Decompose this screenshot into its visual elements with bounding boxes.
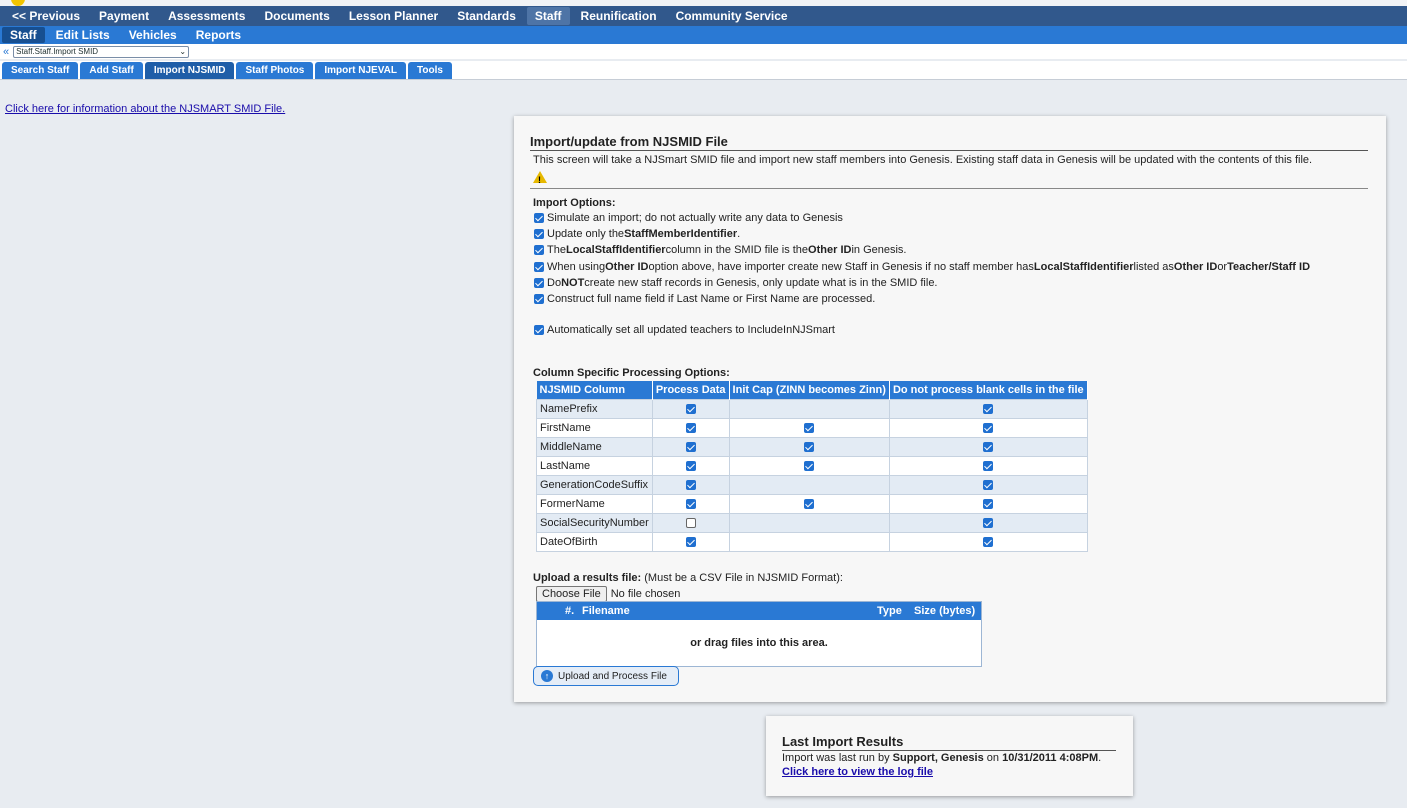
- option-label: Update only the: [547, 228, 625, 240]
- choose-file-button[interactable]: Choose File: [536, 586, 607, 602]
- initcap-cell: [729, 419, 889, 438]
- column-name-cell: LastName: [537, 457, 653, 476]
- option-create-new: [534, 261, 1310, 273]
- description-text: This screen will take a NJSmart SMID file and import new staff members into Genesis. Existing staff data in Genesis will be updated with the contents of this file.: [533, 154, 1313, 166]
- process-cell: [652, 476, 729, 495]
- nav-assessments[interactable]: Assessments: [168, 9, 246, 23]
- nav-staff[interactable]: Staff: [527, 7, 570, 25]
- blank-cell: [889, 495, 1087, 514]
- local-id-checkbox[interactable]: [534, 245, 544, 255]
- import-panel: [514, 116, 1386, 702]
- initcap-cell: [729, 438, 889, 457]
- nav-previous[interactable]: << Previous: [12, 9, 81, 23]
- option-include-njsmart: [534, 324, 835, 336]
- column-name-cell: SocialSecurityNumber: [537, 514, 653, 533]
- upload-label-rest: (Must be a CSV File in NJSMID Format):: [641, 572, 843, 584]
- blank-checkbox[interactable]: [983, 442, 993, 452]
- file-col-filename: Filename: [582, 605, 630, 617]
- last-import-datetime: 10/31/2011 4:08PM: [1002, 752, 1099, 764]
- option-label: Do: [547, 277, 562, 289]
- blank-cell: [889, 533, 1087, 552]
- table-row: [537, 476, 1088, 495]
- option-label-bold: LocalStaffIdentifier: [1033, 261, 1134, 273]
- table-row: [537, 533, 1088, 552]
- subnav-vehicles[interactable]: Vehicles: [128, 28, 177, 42]
- column-header: Do not process blank cells in the file: [889, 381, 1087, 400]
- tab-tools[interactable]: Tools: [408, 62, 452, 79]
- blank-cell: [889, 438, 1087, 457]
- blank-checkbox[interactable]: [983, 461, 993, 471]
- option-update-only: [534, 228, 740, 240]
- main-nav: [0, 6, 1407, 26]
- blank-checkbox[interactable]: [983, 518, 993, 528]
- process-checkbox[interactable]: [686, 423, 696, 433]
- table-row: [537, 514, 1088, 533]
- last-import-user: Support, Genesis: [892, 752, 984, 764]
- process-cell: [652, 495, 729, 514]
- blank-cell: [889, 457, 1087, 476]
- option-label: The: [547, 244, 566, 256]
- last-import-text-part: .: [1098, 752, 1102, 764]
- subnav-staff[interactable]: Staff: [2, 27, 45, 43]
- initcap-cell: [729, 400, 889, 419]
- column-header: NJSMID Column: [537, 381, 653, 400]
- create-new-checkbox[interactable]: [534, 262, 544, 272]
- option-local-id: [534, 244, 906, 256]
- option-label: Simulate an import; do not actually write any data to Genesis: [547, 212, 843, 224]
- breadcrumb-row: [0, 44, 1407, 59]
- last-import-text: [782, 752, 1101, 764]
- initcap-checkbox[interactable]: [804, 423, 814, 433]
- option-label-bold: Other ID: [605, 261, 649, 273]
- double-chevron-left-icon[interactable]: «: [3, 45, 10, 58]
- simulate-checkbox[interactable]: [534, 213, 544, 223]
- nav-standards[interactable]: Standards: [457, 9, 516, 23]
- blank-checkbox[interactable]: [983, 537, 993, 547]
- file-list-header: [537, 602, 981, 620]
- nav-payment[interactable]: Payment: [99, 9, 150, 23]
- no-file-text: No file chosen: [610, 588, 681, 600]
- app-logo-icon: [11, 0, 25, 6]
- last-import-panel: [766, 716, 1133, 796]
- subnav-edit-lists[interactable]: Edit Lists: [55, 28, 110, 42]
- process-checkbox[interactable]: [686, 537, 696, 547]
- blank-checkbox[interactable]: [983, 499, 993, 509]
- process-checkbox[interactable]: [686, 480, 696, 490]
- process-cell: [652, 438, 729, 457]
- initcap-cell: [729, 514, 889, 533]
- divider: [530, 188, 1368, 189]
- process-cell: [652, 419, 729, 438]
- last-import-title: Last Import Results: [782, 734, 1116, 751]
- initcap-cell: [729, 476, 889, 495]
- include-njsmart-checkbox[interactable]: [534, 325, 544, 335]
- blank-cell: [889, 419, 1087, 438]
- initcap-checkbox[interactable]: [804, 499, 814, 509]
- column-name-cell: DateOfBirth: [537, 533, 653, 552]
- option-label: or: [1217, 261, 1228, 273]
- column-name-cell: FirstName: [537, 419, 653, 438]
- smid-info-link[interactable]: Click here for information about the NJSMART SMID File.: [5, 103, 286, 115]
- table-row: [537, 495, 1088, 514]
- blank-checkbox[interactable]: [983, 480, 993, 490]
- upload-button-label: Upload and Process File: [558, 670, 667, 682]
- tab-add-staff[interactable]: Add Staff: [80, 62, 142, 79]
- blank-checkbox[interactable]: [983, 423, 993, 433]
- initcap-cell: [729, 533, 889, 552]
- initcap-cell: [729, 457, 889, 476]
- option-simulate: [534, 212, 843, 224]
- full-name-checkbox[interactable]: [534, 294, 544, 304]
- process-checkbox[interactable]: [686, 499, 696, 509]
- nav-community-service[interactable]: Community Service: [675, 9, 788, 23]
- table-row: [537, 419, 1088, 438]
- breadcrumb-select[interactable]: [13, 46, 189, 58]
- nav-documents[interactable]: Documents: [264, 9, 330, 23]
- last-import-text-part: Import was last run by: [782, 752, 893, 764]
- upload-label: [533, 572, 843, 584]
- process-checkbox[interactable]: [686, 461, 696, 471]
- tab-bar: [0, 61, 1407, 80]
- view-log-link[interactable]: Click here to view the log file: [782, 766, 933, 778]
- table-row: [537, 457, 1088, 476]
- option-label: Automatically set all updated teachers to IncludeInNJSmart: [547, 324, 835, 336]
- do-not-create-checkbox[interactable]: [534, 278, 544, 288]
- column-name-cell: FormerName: [537, 495, 653, 514]
- blank-cell: [889, 476, 1087, 495]
- last-import-text-part: on: [983, 752, 1003, 764]
- process-cell: [652, 400, 729, 419]
- breadcrumb-value: Staff.Staff.Import SMID: [16, 46, 99, 56]
- option-label-bold: Other ID: [1173, 261, 1218, 273]
- option-full-name: [534, 293, 875, 305]
- drop-hint: or drag files into this area.: [690, 637, 828, 649]
- nav-lesson-planner[interactable]: Lesson Planner: [348, 9, 439, 23]
- option-label-bold: LocalStaffIdentifier: [565, 244, 666, 256]
- option-label: option above, have importer create new Staff in Genesis if no staff member has: [648, 261, 1034, 273]
- option-do-not-create: [534, 277, 938, 289]
- initcap-checkbox[interactable]: [804, 461, 814, 471]
- sub-nav: [0, 26, 1407, 44]
- tab-staff-photos[interactable]: Staff Photos: [236, 62, 313, 79]
- file-col-type: Type: [877, 605, 902, 617]
- warning-icon: !: [533, 171, 547, 183]
- subnav-reports[interactable]: Reports: [195, 28, 242, 42]
- column-name-cell: NamePrefix: [537, 400, 653, 419]
- process-cell: [652, 514, 729, 533]
- upload-arrow-icon: ↑: [541, 670, 553, 682]
- column-header: Process Data: [652, 381, 729, 400]
- panel-title: Import/update from NJSMID File: [530, 134, 1368, 151]
- option-label-bold: Teacher/Staff ID: [1227, 261, 1311, 273]
- option-label: in Genesis.: [851, 244, 907, 256]
- tab-search-staff[interactable]: Search Staff: [2, 62, 78, 79]
- option-label: When using: [547, 261, 606, 273]
- process-checkbox[interactable]: [686, 404, 696, 414]
- table-row: [537, 438, 1088, 457]
- option-label: column in the SMID file is the: [665, 244, 809, 256]
- panel-description: [533, 153, 1373, 188]
- option-label: Construct full name field if Last Name or First Name are processed.: [547, 293, 876, 305]
- blank-cell: [889, 514, 1087, 533]
- process-checkbox[interactable]: [686, 442, 696, 452]
- option-label: listed as: [1133, 261, 1174, 273]
- blank-checkbox[interactable]: [983, 404, 993, 414]
- file-col-number: #.: [565, 605, 575, 617]
- chevron-down-icon: ⌄: [179, 46, 187, 56]
- column-options-heading: Column Specific Processing Options:: [533, 367, 730, 379]
- file-drop-area[interactable]: [536, 601, 982, 667]
- column-options-table: [536, 381, 1088, 552]
- option-label: .: [737, 228, 741, 240]
- option-label-bold: NOT: [561, 277, 585, 289]
- table-row: [537, 400, 1088, 419]
- upload-process-button[interactable]: [533, 666, 679, 686]
- top-strip: [0, 0, 1407, 6]
- option-label-bold: StaffMemberIdentifier: [624, 228, 738, 240]
- process-checkbox[interactable]: [686, 518, 696, 528]
- file-chooser: [536, 586, 680, 602]
- option-label-bold: Other ID: [808, 244, 852, 256]
- upload-label-bold: Upload a results file:: [533, 572, 642, 584]
- file-col-size: Size (bytes): [914, 605, 976, 617]
- column-name-cell: MiddleName: [537, 438, 653, 457]
- process-cell: [652, 457, 729, 476]
- update-only-checkbox[interactable]: [534, 229, 544, 239]
- import-options-heading: Import Options:: [533, 197, 616, 209]
- column-name-cell: GenerationCodeSuffix: [537, 476, 653, 495]
- process-cell: [652, 533, 729, 552]
- column-header: Init Cap (ZINN becomes Zinn): [729, 381, 889, 400]
- tab-import-njsmid[interactable]: Import NJSMID: [145, 62, 235, 79]
- nav-reunification[interactable]: Reunification: [580, 9, 657, 23]
- initcap-checkbox[interactable]: [804, 442, 814, 452]
- tab-import-njeval[interactable]: Import NJEVAL: [315, 62, 406, 79]
- blank-cell: [889, 400, 1087, 419]
- initcap-cell: [729, 495, 889, 514]
- option-label: create new staff records in Genesis, only update what is in the SMID file.: [584, 277, 938, 289]
